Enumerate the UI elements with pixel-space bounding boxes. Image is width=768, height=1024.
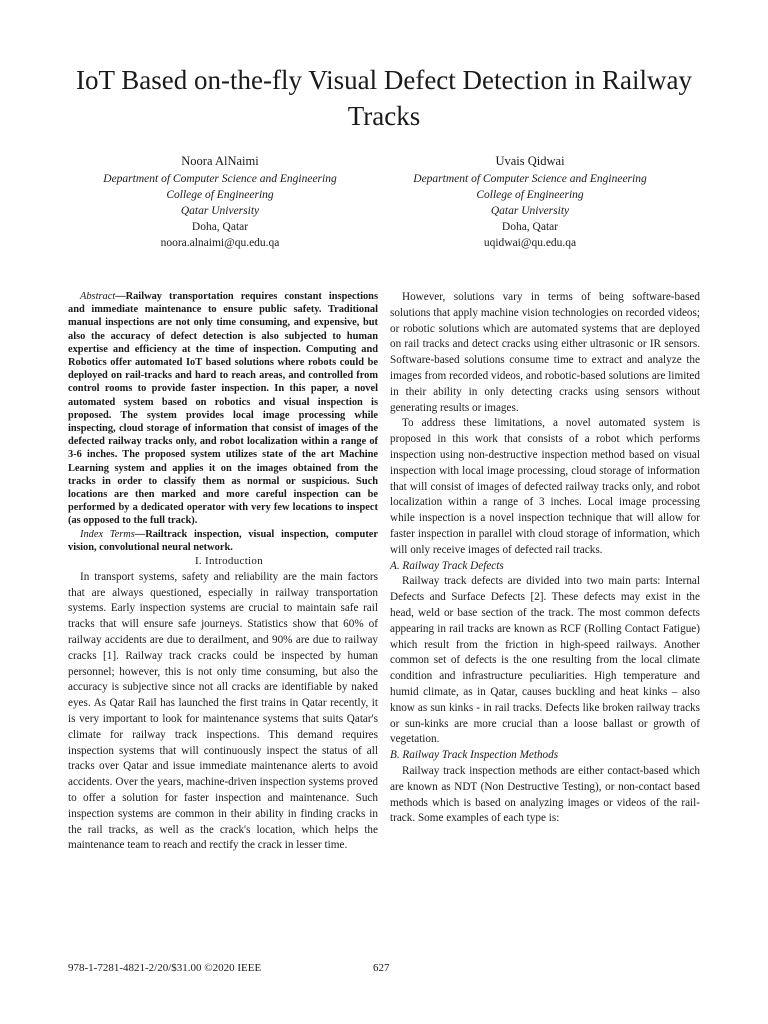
author-email: noora.alnaimi@qu.edu.qa — [160, 237, 280, 249]
abstract — [68, 290, 378, 528]
index-terms-text: —Railtrack inspection, visual inspection, computer vision, convolutional neural network. — [68, 528, 378, 553]
author-college: College of Engineering — [476, 189, 584, 201]
intro-paragraph: In transport systems, safety and reliability are the main factors that are always questioned, especially in railway transportation systems. Early inspection systems are crucial to maintain safe rail tracks that will ensure safe journeys. Statistics show that 60% of railway accidents are due to derailment, and 90% are due to railway cracks [1]. Railway track cracks could be inspected by human personnel; however, this is not only time consuming, but also the accuracy is subjective since not all cracks are identifiable by naked eyes. As Qatar Rail has launched the first trains in Qatar recently, it is very important to look for maintenance systems that suits Qatar's climate for railway track inspections. This demand requires inspection systems that will continuously inspect the status of all tracks over Qatar and issue immediate maintenance alerts to avoid accidents. Over the years, machine-driven inspection systems proved to offer a solution for faster inspection and maintenance. Such inspection systems are common in their ability in finding cracks in the rail tracks, as well as the crack's location, which helps the maintenance team to reach and rectify the crack in lesser time. — [68, 570, 378, 852]
index-terms-lead: Index Terms — [80, 528, 135, 540]
author-location: Doha, Qatar — [191, 221, 249, 233]
right-column — [390, 290, 700, 827]
subsection-heading-defects: A. Railway Track Defects — [390, 559, 504, 572]
author-name: Noora AlNaimi — [181, 154, 259, 168]
author-block-2 — [380, 153, 680, 251]
author-location: Doha, Qatar — [501, 221, 559, 233]
abstract-lead: Abstract — [80, 291, 116, 302]
author-university: Qatar University — [490, 205, 570, 217]
footer-copyright: 978-1-7281-4821-2/20/$31.00 ©2020 IEEE — [68, 962, 262, 974]
paragraph-methods: Railway track inspection methods are either contact-based which are known as NDT (Non Destructive Testing), or non-contact based methods which is based on analyzing images or videos of the rail-track. Some examples of each type is: — [390, 764, 700, 825]
paper-title: IoT Based on-the-fly Visual Defect Detection in Railway Tracks — [76, 65, 692, 131]
author-name: Uvais Qidwai — [495, 154, 565, 168]
section-heading-introduction: I. Introduction — [194, 555, 264, 568]
page-number: 627 — [373, 962, 390, 974]
author-college: College of Engineering — [166, 189, 274, 201]
abstract-text: —Railway transportation requires constant inspections and immediate maintenance to ensure public safety. Traditional manual inspections are not only time consuming, and expensive, but also the accuracy of defect detection is also subjected to human expertise and efficiency at the time of inspection. Computing and Robotics offer automated IoT based solutions where robots could be deployed on rail-tracks and hard to reach areas, and controlled from control rooms to provide faster inspection. In this paper, a novel automated system based on robotics and visual inspection is proposed. The system provides local image processing while inspecting, cloud storage of information that consist of images of the defected railway tracks only, and robot localization within a range of 3-6 inches. The proposed system utilizes state of the art Machine Learning system and applies it on the images obtained from the tracks in order to classify them as normal or suspicious. Such locations are then marked and more careful inspection can be performed by a dedicated operator with very few locations to inspect (as opposed to the full track). — [68, 291, 378, 527]
author-dept: Department of Computer Science and Engineering — [103, 173, 337, 185]
author-block-1 — [70, 153, 370, 251]
left-column — [68, 290, 378, 854]
subsection-heading-methods: B. Railway Track Inspection Methods — [390, 749, 559, 762]
paragraph-defects: Railway track defects are divided into two main parts: Internal Defects and Surface Defects [2]. These defects may exist in the head, weld or base section of the track. The most common defects appearing in rail tracks are known as RCF (Rolling Contact Fatigue) which result from the friction in high-speed railways. Another common set of defects is the one resulting from the local climate condition and infrastructure peculiarities. High temperature and humid climate, as in Qatar, causes buckling and heat kinks – also know as sun kinks - in rail tracks. Defects like broken railway tracks or sun-kinks are more crucial than a loose ballast or growth of vegetation. — [390, 575, 700, 746]
author-dept: Department of Computer Science and Engineering — [413, 173, 647, 185]
paragraph-solutions: However, solutions vary in terms of being software-based solutions that apply machine vision technologies on recorded videos; or robotic solutions which are automated systems that are deployed on rail tracks and detect cracks using either ultrasonic or IR sensors. Software-based solutions consume time to extract and analyze the images from recorded videos, and robotic-based solutions are limited in their ability in only detecting cracks using sensors without generating results or images. — [390, 291, 700, 414]
paragraph-proposed-system: To address these limitations, a novel automated system is proposed in this work that consists of a robot which performs inspection using non-destructive inspection method based on visual inspection with local image processing, cloud storage of information that will consist of images of defected railway tracks only, and robot localization within a range of 3 inches. Local image processing while inspection is a novel inspection technique that will allow for faster inspection in parallel with cloud storage of information, which will only receive images of defected rail tracks. — [390, 417, 700, 556]
author-university: Qatar University — [180, 205, 260, 217]
author-email: uqidwai@qu.edu.qa — [483, 237, 577, 249]
index-terms — [68, 528, 378, 554]
